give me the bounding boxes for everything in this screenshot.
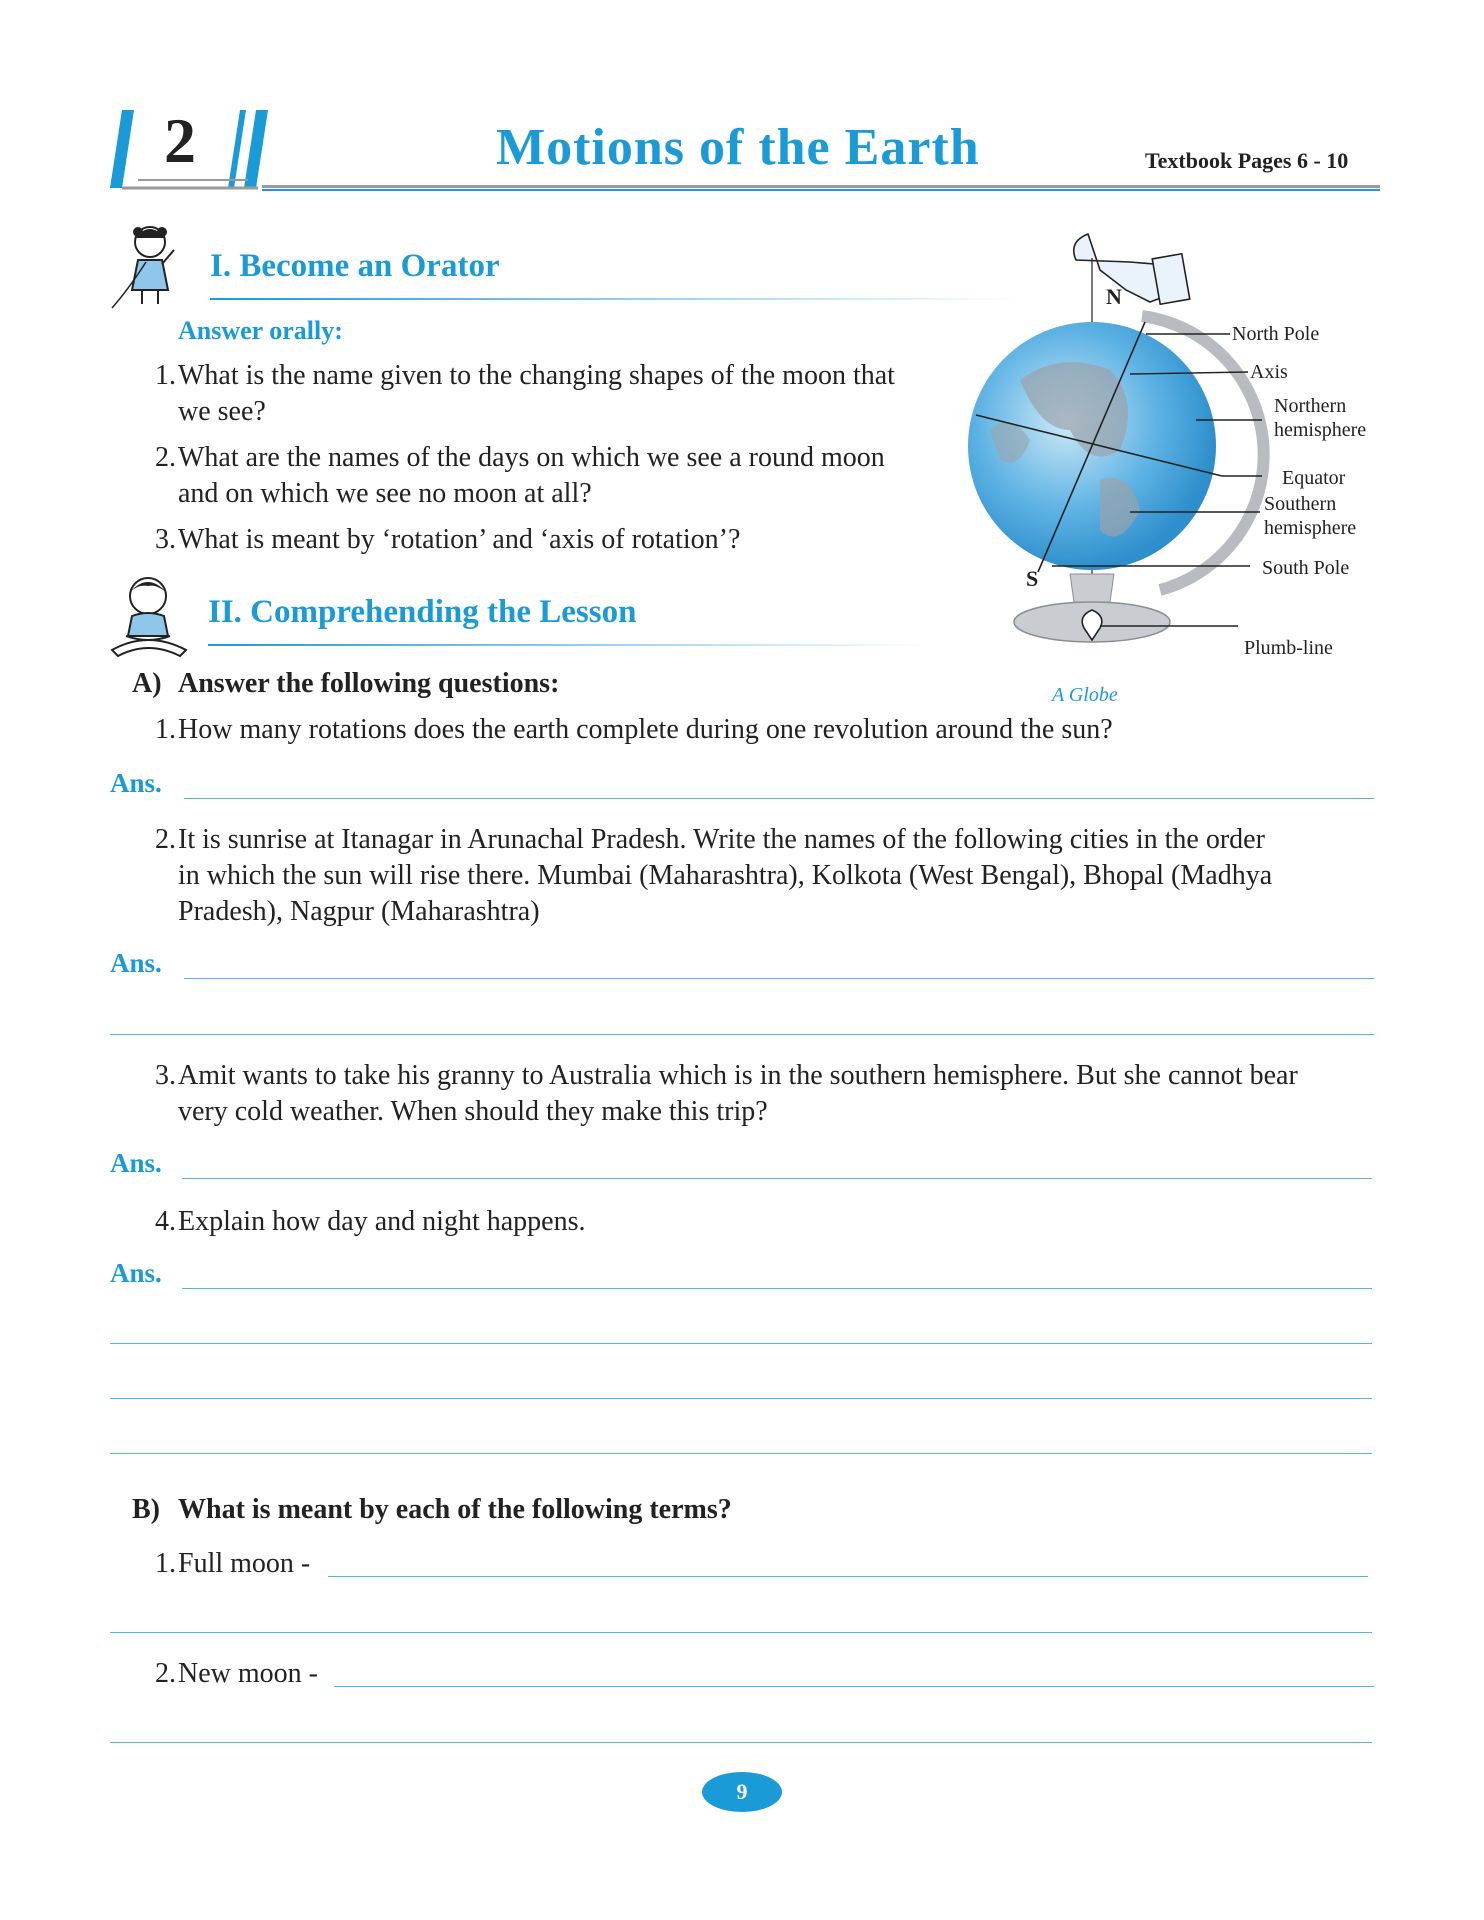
label-south-pole: South Pole <box>1262 557 1350 579</box>
answer-line[interactable] <box>184 978 1374 979</box>
answer-line[interactable] <box>110 1398 1372 1399</box>
label-north-pole: North Pole <box>1232 323 1320 345</box>
answer-line[interactable] <box>334 1686 1374 1687</box>
part-b-heading: What is meant by each of the following terms? <box>178 1494 732 1525</box>
answer-line[interactable] <box>110 1343 1372 1344</box>
answer-line[interactable] <box>110 1632 1372 1633</box>
answer-line[interactable] <box>184 798 1374 799</box>
section-title-orator: I. Become an Orator <box>210 248 500 284</box>
part-b-letter: B) <box>132 1494 160 1525</box>
answer-line[interactable] <box>110 1034 1374 1035</box>
label-equator: Equator <box>1282 467 1346 489</box>
header-rule-gray <box>262 185 1380 188</box>
globe-north-letter: N <box>1106 284 1122 309</box>
orator-girl-icon <box>108 220 188 312</box>
label-southern-hemisphere-2: hemisphere <box>1264 517 1357 539</box>
part-a-heading: Answer the following questions: <box>178 668 560 699</box>
textbook-pages-ref: Textbook Pages 6 - 10 <box>1145 148 1349 173</box>
label-northern-hemisphere-1: Northern <box>1274 395 1347 417</box>
page-title: Motions of the Earth <box>496 119 980 176</box>
label-southern-hemisphere-1: Southern <box>1264 493 1337 515</box>
chapter-number: 2 <box>164 105 196 176</box>
answer-line[interactable] <box>182 1288 1372 1289</box>
part-a-letter: A) <box>132 668 162 699</box>
answer-label: Ans. <box>110 1148 162 1178</box>
answer-label: Ans. <box>110 948 162 978</box>
globe-caption: A Globe <box>1052 684 1118 706</box>
answer-line[interactable] <box>110 1742 1372 1743</box>
label-axis: Axis <box>1250 361 1288 383</box>
label-plumb-line: Plumb-line <box>1244 637 1333 659</box>
section-rule <box>210 298 1020 300</box>
section-rule <box>208 644 928 646</box>
globe-south-letter: S <box>1026 566 1039 591</box>
section-title-comprehending: II. Comprehending the Lesson <box>208 594 637 630</box>
answer-line[interactable] <box>328 1576 1368 1577</box>
answer-line[interactable] <box>182 1178 1372 1179</box>
answer-line[interactable] <box>110 1453 1372 1454</box>
answer-label: Ans. <box>110 1258 162 1288</box>
answer-orally-label: Answer orally: <box>178 316 343 345</box>
page-number: 9 <box>702 1772 782 1812</box>
reading-boy-icon <box>106 570 196 660</box>
header-rule-blue <box>262 189 1380 191</box>
label-northern-hemisphere-2: hemisphere <box>1274 419 1367 441</box>
answer-label: Ans. <box>110 768 162 798</box>
